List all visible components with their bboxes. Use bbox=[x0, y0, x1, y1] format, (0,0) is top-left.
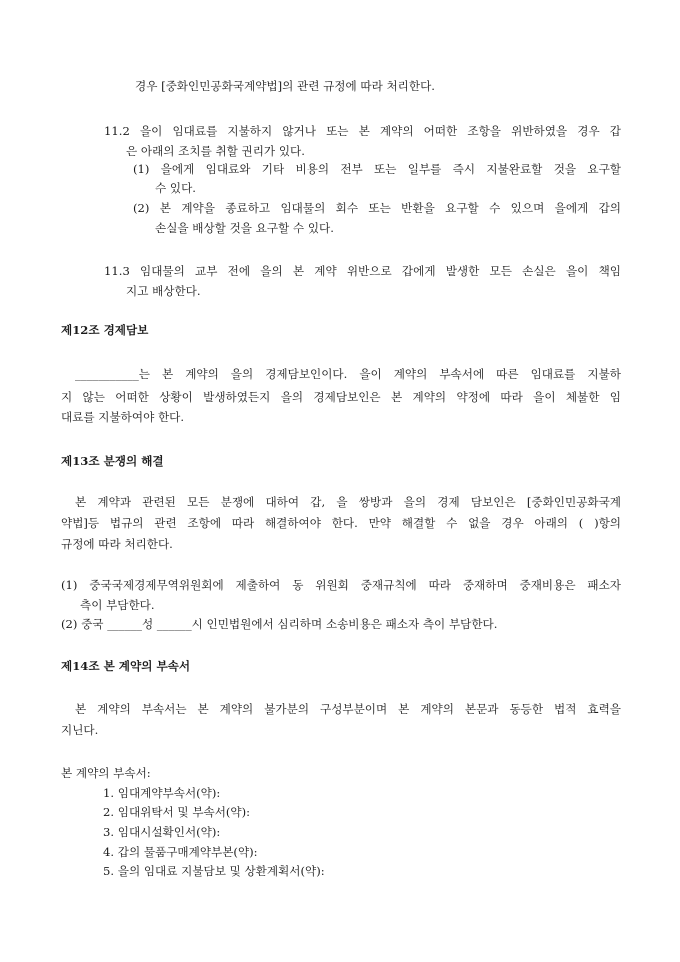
art13-line2: 약법]등 법규의 관련 조항에 따라 해결하여야 한다. 만약 해결할 수 없을 경우 아래의 ( )항의 bbox=[61, 516, 621, 530]
art11-2-item2-line1: (2) 본 계약을 종료하고 임대물의 회수 또는 반환을 요구할 수 있으며 을에게 갑의 bbox=[133, 201, 621, 215]
art11-3-line2: 지고 배상한다. bbox=[126, 284, 201, 298]
art12-line1: ___________는 본 계약의 을의 경제담보인이다. 을이 계약의 부속서에 따른 임대료를 지불하 bbox=[75, 367, 621, 381]
art12-heading: 제12조 경제담보 bbox=[61, 323, 149, 337]
annex-list-item: 4. 갑의 물품구매계약부본(약): bbox=[103, 845, 258, 859]
art11-2-item1-line1: (1) 을에게 임대료와 기타 비용의 전부 또는 일부를 즉시 지불완료할 것을 요구할 bbox=[133, 162, 621, 176]
art13-line1: 본 계약과 관련된 모든 분쟁에 대하여 갑, 을 쌍방과 을의 경제 담보인은 [중화인민공화국계 bbox=[75, 495, 621, 509]
art13-heading: 제13조 분쟁의 해결 bbox=[61, 454, 164, 468]
art13-option1-line2: 측이 부담한다. bbox=[80, 598, 155, 612]
annex-list-item: 2. 임대위탁서 및 부속서(약): bbox=[103, 805, 251, 819]
art11-line: 경우 [중화인민공화국계약법]의 관련 규정에 따라 처리한다. bbox=[135, 79, 435, 93]
art11-3-line1: 11.3 임대물의 교부 전에 을의 본 계약 위반으로 갑에게 발생한 모든 손실은 을이 책임 bbox=[104, 264, 621, 278]
art13-line3: 규정에 따라 처리한다. bbox=[61, 537, 173, 551]
art11-2-item1-line2: 수 있다. bbox=[155, 181, 196, 195]
art13-option2-line: (2) 중국 ______성 ______시 인민법원에서 심리하며 소송비용은 패소자 측이 부담한다. bbox=[61, 617, 498, 631]
art12-line3: 대료를 지불하여야 한다. bbox=[61, 410, 185, 424]
annex-list-item: 5. 을의 임대료 지불담보 및 상환계획서(약): bbox=[103, 864, 325, 878]
art13-option1-line1: (1) 중국국제경제무역위원회에 제출하여 동 위원회 중재규칙에 따라 중재하며 중재비용은 패소자 bbox=[61, 578, 621, 592]
art11-2-line2: 은 아래의 조치를 취할 권리가 있다. bbox=[126, 144, 305, 158]
annex-list-title: 본 계약의 부속서: bbox=[61, 766, 151, 780]
annex-list-item: 1. 임대계약부속서(약): bbox=[103, 786, 221, 800]
art11-2-item2-line2: 손실을 배상할 것을 요구할 수 있다. bbox=[155, 221, 334, 235]
art14-line1: 본 계약의 부속서는 본 계약의 불가분의 구성부분이며 본 계약의 본문과 동등한 법적 효력을 bbox=[75, 702, 621, 716]
art11-2-line1: 11.2 을이 임대료를 지불하지 않거나 또는 본 계약의 어떠한 조항을 위반하였을 경우 갑 bbox=[104, 124, 621, 138]
annex-list-item: 3. 임대시설확인서(약): bbox=[103, 825, 221, 839]
art14-heading: 제14조 본 계약의 부속서 bbox=[61, 659, 191, 673]
art12-line2: 지 않는 어떠한 상황이 발생하였든지 을의 경제담보인은 본 계약의 약정에 따라 을이 체불한 임 bbox=[61, 390, 621, 404]
art14-line2: 지닌다. bbox=[61, 723, 99, 737]
